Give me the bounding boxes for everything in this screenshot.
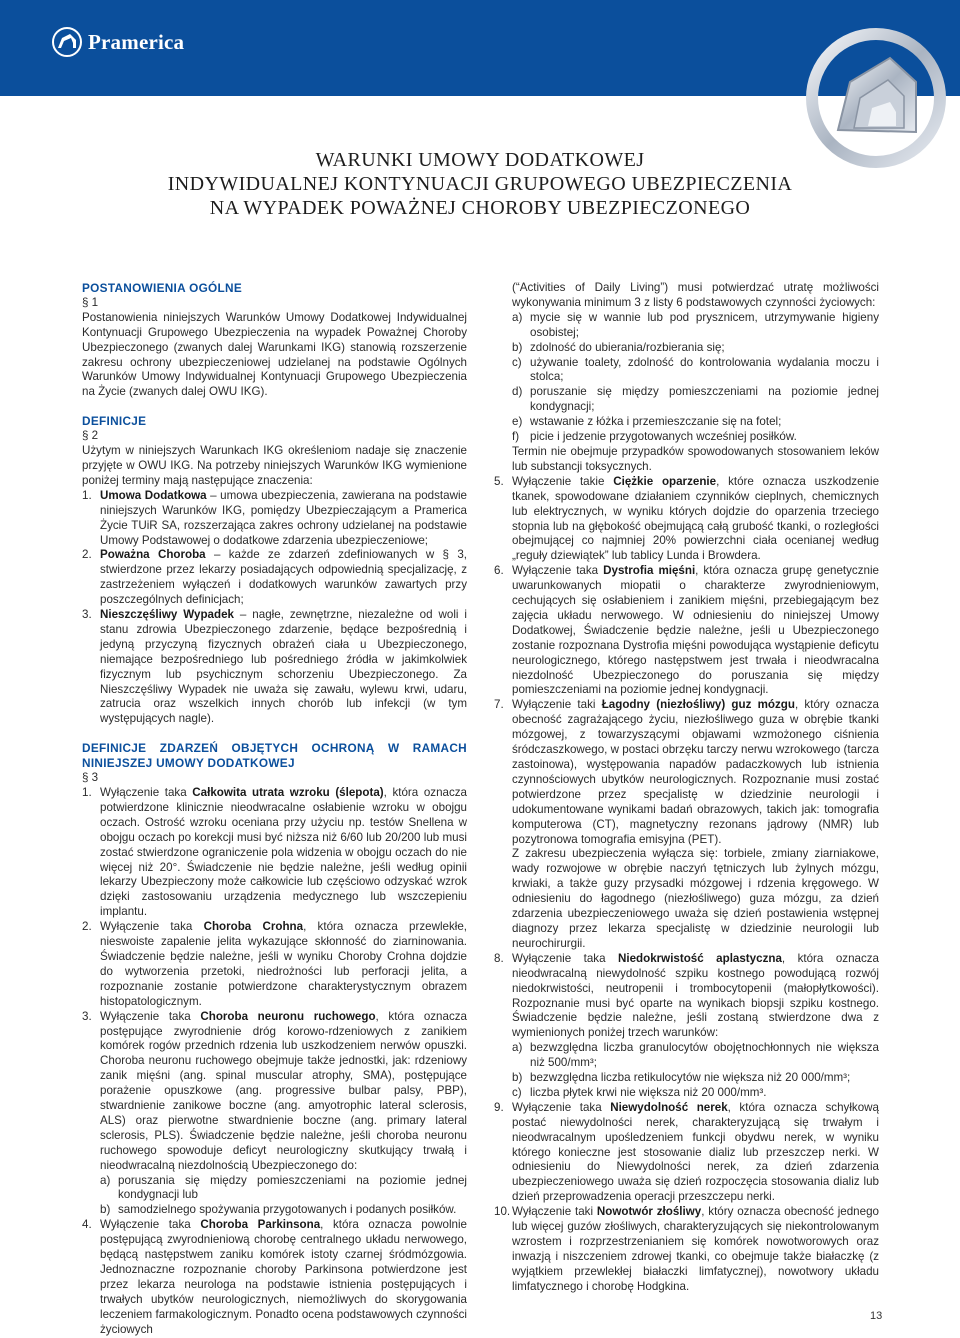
event-item: 1. Wyłączenie taka Całkowita utrata wzroku (ślepota), która oznacza potwierdzone klinicznie nieodwracalne osłabienie wzroku w obojgu oczach. Ostrość wzroku oceniana przy użyciu np. testów Snellena w obojgu oczach po korekcji musi być niższa niż 6/60 lub 20/200 lub musi zostać stwierdzone ograniczenie pola widzenia w obojgu oczach do nie więcej niż 20°. Świadczenie nie będzie należne, jeśli według opinii lekarzy Ubezpieczony może całkowicie lub częściowo odzyskać wzrok dzięki zastosowaniu urządzenia medycznego lub wszczepieniu implantu. [82, 786, 468, 919]
sub-item: d) poruszanie się między pomieszczeniami na poziomie jednej kondygnacji; [512, 385, 879, 414]
paragraph: Z zakresu ubezpieczenia wyłącza się: torbiele, zmiany ziarniakowe, wady rozwojowe w obrębie naczyń tętniczych lub żylnych mózgu, krwiaki, a także guzy przysadki mózgowej i rdzenia kręgowego. W odniesieniu do łagodnego (niezłośliwego) guza mózgu, za dzień zdarzenia ubezpieczeniowego uważa się dzień postawienia wstępnej diagnozy przez lekarza specjalistę w dziedzinie neurologii lub neurochirurgii. [512, 847, 879, 950]
definition-item: 2. Poważna Choroba – każde ze zdarzeń zdefiniowanych w § 3, stwierdzone przez lekarzy posiadających odpowiednią specjalizację, z zastrzeżeniem wyłączeń i dodatkowych warunków zawartych przy poszczególnych definicjach; [82, 548, 468, 607]
term: Łagodny (niezłośliwy) guz mózgu [601, 698, 795, 712]
sub-item: b) zdolność do ubierania/rozbierania się; [512, 340, 725, 354]
event-item: 10. Wyłączenie taki Nowotwór złośliwy, który oznacza obecność jednego lub więcej guzów złośliwych, charakteryzujących się niekontrolowanym wzrostem i rozprzestrzenianiem się komórek nowotworowych oraz inwazją i niszczeniem zdrowej tkanki, co obejmuje także białaczkę (z wyjątkiem przewlekłej białaczki limfatycznej), nowotwory układu limfatycznego i chorobę Hodgkina. [494, 1205, 879, 1293]
term: Niedokrwistość aplastyczna [618, 951, 782, 965]
paragraph: Użytym w niniejszych Warunkach IKG określeniom nadaje się znaczenie przyjęte w OWU IKG. Na potrzeby niniejszych Warunków IKG wymienione poniżej terminy mają następujące znaczenia: [82, 444, 467, 487]
paragraph: (“Activities of Daily Living”) musi potwierdzać utratę możliwości wykonywania minimum 3 z listy 6 podstawowych czynności życiowych: [512, 281, 879, 309]
title-line: WARUNKI UMOWY DODATKOWEJ [315, 149, 645, 171]
term: Niewydolność nerek [610, 1100, 728, 1114]
term: Nowotwór złośliwy [596, 1205, 702, 1219]
section-heading: POSTANOWIENIA OGÓLNE [82, 281, 243, 295]
paragraph-number: § 3 [82, 771, 99, 785]
term: Całkowita utrata wzroku (ślepota) [192, 786, 384, 799]
event-item: 2. Wyłączenie taka Choroba Crohna, która oznacza przewlekłe, nieswoiste zapalenie jelita wykazujące skłonność do ziarninowania. Świadczenie będzie należne, jeśli w wyniku Choroby Crohna dojdzie do wytworzenia przetoki, niedrożności lub perforacji jelita, a rozpoznanie zostanie potwierdzone charakterystycznym obrazem histopatologicznym. [82, 920, 468, 1008]
title-line: INDYWIDUALNEJ KONTYNUACJI GRUPOWEGO UBEZPIECZENIA [167, 173, 793, 195]
sub-item: a) mycie się w wannie lub pod prysznicem, utrzymywanie higieny osobistej; [512, 310, 879, 339]
term: Choroba Crohna [203, 920, 304, 934]
section-heading: DEFINICJE [82, 414, 147, 429]
term: Choroba neuronu ruchowego [200, 1009, 376, 1023]
event-item: 8. Wyłączenie taka Niedokrwistość aplastyczna, która oznacza nieodwracalną niewydolność szpiku kostnego powodującą rozwój niedokrwistości, neutropenii i trombocytopenii (małopłytkowości). Rozpoznanie musi być oparte na wynikach biopsji szpiku kostnego. Świadczenie będzie należne, jeśli zostaną stwierdzone dwa z wymienionych poniżej trzech warunków: [494, 951, 880, 1040]
brand [52, 26, 184, 58]
term: Poważna Choroba [100, 548, 206, 562]
left-column [82, 281, 467, 1338]
sub-item: a) bezwzględna liczba granulocytów obojętnochłonnych nie większa niż 500/mm³; [512, 1041, 879, 1070]
event-item: 7. Wyłączenie taki Łagodny (niezłośliwy) guz mózgu, który oznacza obecność zagrażającego życiu, niezłośliwego guza w obrębie tkanki mózgowej, z towarzyszącymi objawami wzmożonego ciśnienia śródczaszkowego, w postaci obrzęku tarczy nerwu wzrokowego (tarcza zastoinowa), występowania napadów padaczkowych lub istnienia czynnościowych ubytków neurologicznych. Rozpoznanie musi zostać potwierdzone przez specjalistę w dziedzinie neurologii i udokumentowane wynikami badań obrazowych, takich jak: tomografia komputerowa (CT), magnetyczny rezonans jądrowy (NMR) lub pozytronowa tomografia emisyjna (PET). [494, 698, 879, 846]
sub-item: a) poruszania się między pomieszczeniami na poziomie jednej kondygnacji lub [100, 1173, 467, 1202]
paragraph: Termin nie obejmuje przypadków spowodowanych stosowaniem leków lub substancji toksycznych. [512, 444, 879, 473]
term: Nieszczęśliwy Wypadek [100, 608, 234, 622]
brand-name: Pramerica [88, 29, 185, 54]
term: Umowa Dodatkowa [100, 488, 207, 502]
event-item: 5. Wyłączenie takie Ciężkie oparzenie, które oznacza uszkodzenie tkanek, spowodowane działaniem czynników cieplnych, chemicznych lub elektrycznych, w wyniku których dojdzie do oparzenia trzeciego stopnia lub na głębokość obejmującą całą grubość tkanki, o rozległości obejmującej co najmniej 20% powierzchni ciała ocenianej według „reguły dziewiątek” lub tablicy Lunda i Browdera. [494, 474, 880, 563]
document-title [0, 148, 960, 220]
paragraph: Postanowienia niniejszych Warunków Umowy Dodatkowej Indywidualnej Kontynuacji Grupowego Ubezpieczenia na wypadek Poważnej Choroby Ubezpieczonego (zwanych dalej Warunkami IKG) stanowią rozszerzenie zakresu ochrony ubezpieczeniowej udzielanej na podstawie Ogólnych Warunków Umowy Indywidualnej Kontynuacji Grupowego Ubezpieczenia na Życie (zwanych dalej OWU IKG). [82, 310, 467, 399]
sub-item: e) wstawanie z łóżka i przemieszczanie się na fotel; [512, 415, 782, 429]
definition-item: 1. Umowa Dodatkowa – umowa ubezpieczenia, zawierana na podstawie niniejszych Warunków IKG, pomiędzy Ubezpieczającym a Pramerica Życie TUiR SA, rozszerzająca zakres ochrony udzielanej na podstawie Umowy Podstawowej o dodatkowe zdarzenia ubezpieczeniowe; [82, 488, 467, 547]
term: Ciężkie oparzenie [613, 474, 717, 488]
sub-item: b) samodzielnego spożywania przygotowanych i podanych posiłków. [100, 1203, 457, 1217]
rock-logo-icon [52, 26, 82, 58]
sub-item: f) picie i jedzenie przygotowanych wcześniej posiłków. [512, 430, 797, 444]
right-column [494, 281, 879, 1295]
term: Dystrofia mięśni [603, 564, 696, 578]
event-item: 9. Wyłączenie taka Niewydolność nerek, która oznacza schyłkową postać niewydolności nerek, charakteryzującą się trwałym i nieodwracalnym upośledzeniem funkcji obydwu nerek, w wyniku którego konieczne jest stosowanie dializ lub przeszczep nerki. W odniesieniu do Niewydolności nerek, za dzień zdarzenia ubezpieczeniowego uważa się dzień rozpoczęcia stosowania dializ lub dzień przeprowadzenia operacji przeszczepu nerki. [494, 1100, 879, 1204]
sub-item: c) używanie toalety, zdolność do kontrolowania wydalania moczu i stolca; [512, 355, 879, 384]
event-item: 6. Wyłączenie taka Dystrofia mięśni, która oznacza grupę genetycznie uwarunkowanych miopatii o charakterze zwyrodnieniowym, cechujących się osłabieniem i zanikiem mięśni, przebiegającym bez zajęcia układu nerwowego. W odniesieniu do niniejszej Umowy Dodatkowej, Świadczenie będzie należne, jeśli u Ubezpieczonego zostanie rozpoznana Dystrofia mięśni powodująca wystąpienie deficytu neurologicznego, którego następstwem jest trwała i nieodwracalna niezdolność Ubezpieczonego do poruszania się między pomieszczeniami na poziomie jednej kondygnacji. [494, 564, 880, 697]
title-line: NA WYPADEK POWAŻNEJ CHOROBY UBEZPIECZONEGO [209, 197, 751, 219]
paragraph-number: § 2 [82, 429, 99, 443]
event-item: 3. Wyłączenie taka Choroba neuronu ruchowego, która oznacza postępujące zwyrodnienie dróg korowo-rdzeniowych z zanikiem komórek rogów przednich rdzenia lub uszkodzeniem nerwów opuszki. Choroba neuronu ruchowego obejmuje także jednostki, jak: rdzeniowy zanik mięśni (ang. spinal muscular atrophy, SMA), postępujące porażenie opuszkowe (ang. progressive bulbar palsy, PBP), stwardnienie zanikowe boczne (ang. amyotrophic lateral sclerosis, ALS) oraz pierwotne stwardnienie boczne (ang. primary lateral sclerosis, PLS). Świadczenie będzie należne, jeśli choroba neuronu ruchowego spowoduje deficyt neurologiczny skutkujący trwałą i nieodwracalną niezdolnością Ubezpieczonego do: [82, 1009, 467, 1172]
page-number: 13 [870, 1310, 883, 1322]
event-item: 4. Wyłączenie taka Choroba Parkinsona, która oznacza powolnie postępującą zwyrodnieniową chorobę centralnego układu nerwowego, będącą następstwem zaniku komórek istoty czarnej śródmózgowia. Jednoznaczne rozpoznanie choroby Parkinsona potwierdzone jest przez lekarza neurologa na podstawie istnienia postępujących i trwałych ubytków neurologicznych, niemożliwych do skorygowania leczeniem farmakologicznym. Ponadto ocena podstawowych czynności życiowych [82, 1218, 467, 1336]
sub-item: c) liczba płytek krwi nie większa niż 20 000/mm³. [512, 1085, 767, 1099]
section-heading: DEFINICJE ZDARZEŃ OBJĘTYCH OCHRONĄ W RAMACH NINIEJSZEJ UMOWY DODATKOWEJ [82, 741, 467, 771]
definition-item: 3. Nieszczęśliwy Wypadek – nagłe, zewnętrzne, niezależne od woli i stanu zdrowia Ubezpieczonego zdarzenie, będące bezpośrednią i jedyną przyczyną fizycznych obrażeń ciała u Ubezpieczonego, niemające bezpośredniego lub pośredniego źródła w jakimkolwiek fizycznym lub psychicznym schorzeniu Ubezpieczonego. Za Nieszczęśliwy Wypadek nie uważa się zawału, wylewu krwi, udaru, zatrucia oraz wszelkich innych chorób lub infekcji (w tym występujących nagle). [82, 608, 467, 726]
paragraph-number: § 1 [82, 295, 99, 309]
sub-item: b) bezwzględna liczba retikulocytów nie większa niż 20 000/mm³; [512, 1071, 851, 1085]
term: Choroba Parkinsona [200, 1218, 321, 1232]
